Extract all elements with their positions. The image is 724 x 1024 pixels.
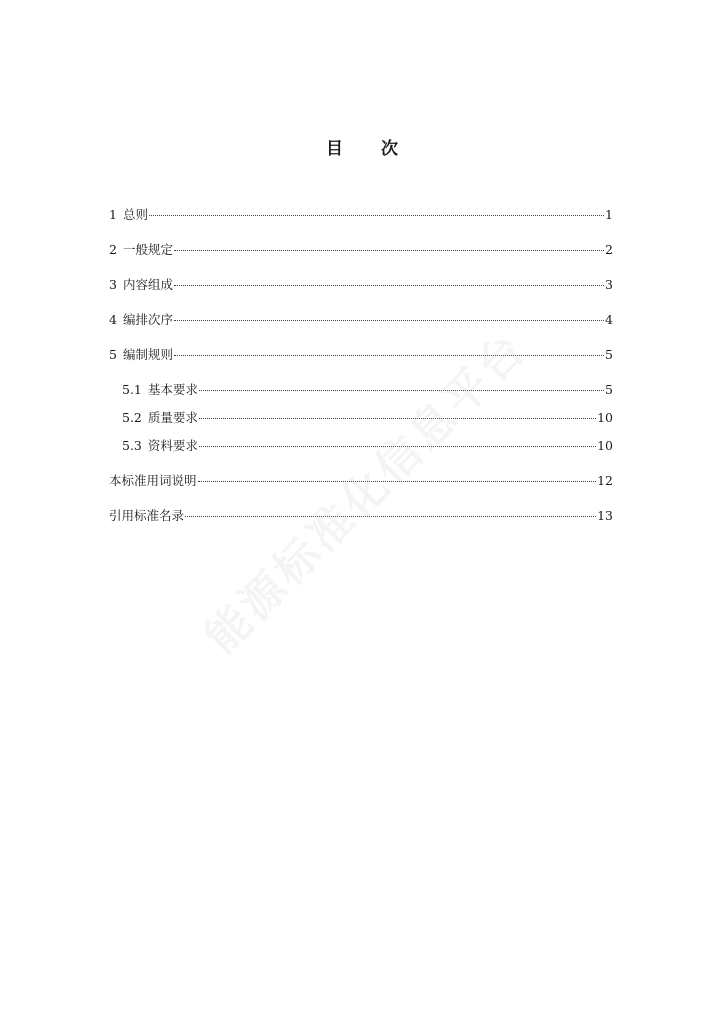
toc-entry-number: 5 [109, 347, 117, 362]
toc-entry-5[interactable] [109, 343, 613, 367]
toc-entry-label: 内容组成 [122, 277, 173, 292]
toc-entry-label: 本标准用词说明 [109, 473, 197, 488]
toc-entry-label: 编制规则 [122, 347, 173, 362]
leader-dots [174, 284, 604, 286]
toc-entry-page: 10 [597, 410, 613, 425]
toc-entry-page: 5 [605, 347, 613, 362]
toc-entry-label: 编排次序 [122, 312, 173, 327]
toc-entry-number: 2 [109, 242, 117, 257]
toc-entry-label: 一般规定 [122, 242, 173, 257]
leader-dots [198, 480, 597, 482]
leader-dots [174, 319, 604, 321]
toc-entry-5-2[interactable] [109, 406, 613, 430]
toc-entry-page: 5 [605, 382, 613, 397]
toc-entry-page: 12 [597, 473, 613, 488]
toc-entry-number: 5.3 [122, 438, 142, 453]
toc-entry-page: 10 [597, 438, 613, 453]
toc-entry-cited-standards[interactable] [109, 504, 613, 528]
leader-dots [174, 249, 604, 251]
leader-dots [174, 354, 604, 356]
toc-entry-number: 1 [109, 207, 117, 222]
toc-entry-number: 5.2 [122, 410, 142, 425]
toc-entry-label: 资料要求 [147, 438, 198, 453]
leader-dots [185, 515, 596, 517]
toc-list [109, 203, 613, 539]
toc-entry-number: 5.1 [122, 382, 142, 397]
toc-entry-page: 4 [605, 312, 613, 327]
toc-title [0, 134, 724, 159]
toc-entry-number: 4 [109, 312, 117, 327]
toc-entry-3[interactable] [109, 273, 613, 297]
toc-entry-5-3[interactable] [109, 434, 613, 458]
toc-entry-label: 总则 [122, 207, 148, 222]
toc-entry-terms-explanation[interactable] [109, 469, 613, 493]
toc-title-char-1: 目 [326, 139, 343, 159]
leader-dots [199, 445, 596, 447]
toc-entry-5-1[interactable] [109, 378, 613, 402]
toc-entry-page: 3 [605, 277, 613, 292]
toc-entry-4[interactable] [109, 308, 613, 332]
leader-dots [199, 389, 604, 391]
leader-dots [199, 417, 596, 419]
toc-entry-label: 引用标准名录 [109, 508, 185, 523]
leader-dots [149, 214, 604, 216]
toc-entry-page: 13 [597, 508, 613, 523]
toc-entry-page: 1 [605, 207, 613, 222]
watermark: 能源标准化信息平台 [195, 322, 538, 664]
toc-entry-label: 基本要求 [147, 382, 198, 397]
toc-entry-number: 3 [109, 277, 117, 292]
toc-entry-2[interactable] [109, 238, 613, 262]
toc-entry-1[interactable] [109, 203, 613, 227]
toc-entry-label: 质量要求 [147, 410, 198, 425]
toc-entry-page: 2 [605, 242, 613, 257]
toc-title-char-2: 次 [381, 139, 398, 159]
